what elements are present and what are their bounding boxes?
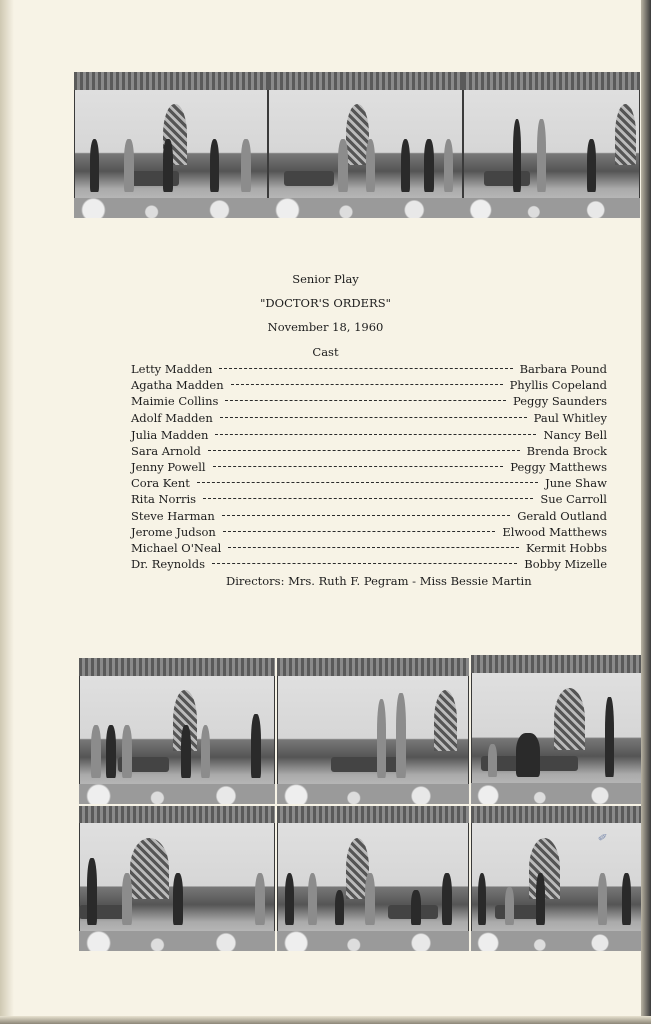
stage-valance	[79, 806, 275, 823]
stage-valance	[277, 806, 469, 823]
role-name: Steve Harman	[131, 509, 215, 523]
actor-name: Bobby Mizelle	[524, 557, 607, 571]
leader-dots	[223, 531, 496, 532]
actor-figure	[308, 873, 318, 925]
leader-dots	[203, 498, 533, 499]
cast-row	[131, 492, 607, 508]
cast-row	[131, 444, 607, 460]
leader-dots	[225, 400, 506, 401]
actor-figure	[241, 139, 251, 192]
audience	[471, 783, 643, 804]
audience	[277, 784, 469, 804]
role-name: Adolf Madden	[131, 411, 213, 425]
leader-dots	[208, 450, 520, 451]
actor-figure	[106, 725, 116, 778]
actor-figure	[513, 119, 522, 192]
actor-figure	[365, 873, 375, 925]
cast-row	[131, 476, 607, 492]
audience	[74, 198, 268, 218]
actor-figure	[442, 873, 452, 925]
actor-figure	[122, 873, 132, 925]
role-name: Maimie Collins	[131, 394, 219, 408]
leader-dots	[228, 547, 519, 548]
actor-figure	[396, 693, 406, 778]
stage-curtain	[615, 104, 636, 165]
stage-sofa	[284, 171, 335, 186]
pencil-mark: ✎	[595, 831, 611, 843]
actor-figure	[401, 139, 411, 192]
actor-figure	[90, 139, 100, 192]
actor-figure	[537, 119, 546, 192]
actor-figure	[605, 697, 614, 777]
cast-row	[131, 362, 607, 378]
actor-name: Nancy Bell	[543, 428, 607, 442]
actor-name: Brenda Brock	[526, 444, 607, 458]
actor-name: Phyllis Copeland	[509, 378, 607, 392]
leader-dots	[215, 434, 536, 435]
actor-figure	[424, 139, 434, 192]
cast-row	[131, 525, 607, 541]
role-name: Cora Kent	[131, 476, 190, 490]
role-name: Agatha Madden	[131, 378, 224, 392]
actor-name: Barbara Pound	[519, 362, 607, 376]
cast-row	[131, 541, 607, 557]
actor-name: Kermit Hobbs	[525, 541, 607, 555]
actor-figure	[210, 139, 220, 192]
actor-figure	[201, 725, 211, 778]
role-name: Dr. Reynolds	[131, 557, 205, 571]
actor-name: Sue Carroll	[540, 492, 607, 506]
actor-name: Gerald Outland	[517, 509, 607, 523]
stage-valance	[74, 72, 268, 90]
stage-sofa	[331, 757, 400, 772]
stage-sofa	[495, 905, 540, 920]
leader-dots	[231, 384, 503, 385]
cast-row	[131, 378, 607, 394]
page-bottom-edge	[0, 1016, 651, 1024]
stage-curtain	[554, 688, 585, 751]
actor-name: Paul Whitley	[533, 411, 607, 425]
audience	[277, 931, 469, 951]
actor-figure	[488, 744, 497, 777]
actor-figure	[366, 139, 376, 192]
actor-figure	[163, 139, 173, 192]
role-name: Rita Norris	[131, 492, 197, 506]
actor-figure	[87, 858, 97, 925]
program-title: Senior Play	[292, 272, 359, 286]
stage-valance	[463, 72, 640, 90]
actor-figure	[505, 887, 514, 925]
cast-row	[131, 411, 607, 427]
actor-figure	[478, 873, 487, 925]
stage-valance	[471, 806, 643, 823]
actor-figure	[587, 139, 596, 192]
actor-figure	[285, 873, 295, 925]
actor-figure	[516, 733, 540, 778]
stage-photo	[79, 806, 275, 951]
cast-row	[131, 394, 607, 410]
actor-figure	[411, 890, 421, 925]
stage-valance	[79, 658, 275, 676]
role-name: Jerome Judson	[131, 525, 216, 539]
role-name: Jenny Powell	[131, 460, 206, 474]
stage-sofa	[484, 171, 530, 186]
cast-heading: Cast	[312, 345, 339, 359]
cast-row	[131, 460, 607, 476]
stage-photo	[277, 806, 469, 951]
leader-dots	[212, 563, 517, 564]
stage-curtain	[130, 838, 169, 899]
actor-figure	[536, 873, 545, 925]
stage-photo	[471, 655, 643, 804]
actor-figure	[598, 873, 607, 925]
audience	[471, 931, 643, 951]
leader-dots	[220, 417, 527, 418]
cast-row	[131, 509, 607, 525]
actor-figure	[251, 714, 261, 778]
role-name: Letty Madden	[131, 362, 213, 376]
directors-line: Directors: Mrs. Ruth F. Pegram - Miss Bessie Martin	[226, 574, 532, 588]
stage-photo	[277, 658, 469, 804]
actor-figure	[255, 873, 265, 925]
actor-figure	[181, 725, 191, 778]
actor-figure	[91, 725, 101, 778]
actor-name: June Shaw	[545, 476, 607, 490]
actor-figure	[377, 699, 387, 778]
audience	[79, 784, 275, 804]
actor-name: Peggy Matthews	[510, 460, 607, 474]
role-name: Sara Arnold	[131, 444, 201, 458]
audience	[463, 198, 640, 218]
audience	[79, 931, 275, 951]
performance-date: November 18, 1960	[267, 320, 384, 334]
stage-photo	[463, 72, 640, 218]
stage-photo	[268, 72, 463, 218]
play-name: "DOCTOR'S ORDERS"	[260, 296, 391, 310]
leader-dots	[213, 466, 504, 467]
actor-figure	[335, 890, 345, 925]
cast-row	[131, 428, 607, 444]
audience	[268, 198, 463, 218]
leader-dots	[219, 368, 512, 369]
actor-figure	[122, 725, 132, 778]
actor-name: Elwood Matthews	[502, 525, 607, 539]
stage-valance	[277, 658, 469, 676]
role-name: Michael O'Neal	[131, 541, 222, 555]
actor-figure	[124, 139, 134, 192]
actor-name: Peggy Saunders	[512, 394, 607, 408]
role-name: Julia Madden	[131, 428, 209, 442]
stage-valance	[471, 655, 643, 673]
stage-photo	[79, 658, 275, 804]
leader-dots	[222, 515, 510, 516]
leader-dots	[197, 482, 538, 483]
stage-valance	[268, 72, 463, 90]
cast-row	[131, 557, 607, 573]
book-spine-edge	[641, 0, 651, 1024]
actor-figure	[622, 873, 631, 925]
stage-photo	[74, 72, 268, 218]
stage-curtain	[434, 690, 457, 751]
actor-figure	[173, 873, 183, 925]
actor-figure	[444, 139, 454, 192]
actor-figure	[338, 139, 348, 192]
